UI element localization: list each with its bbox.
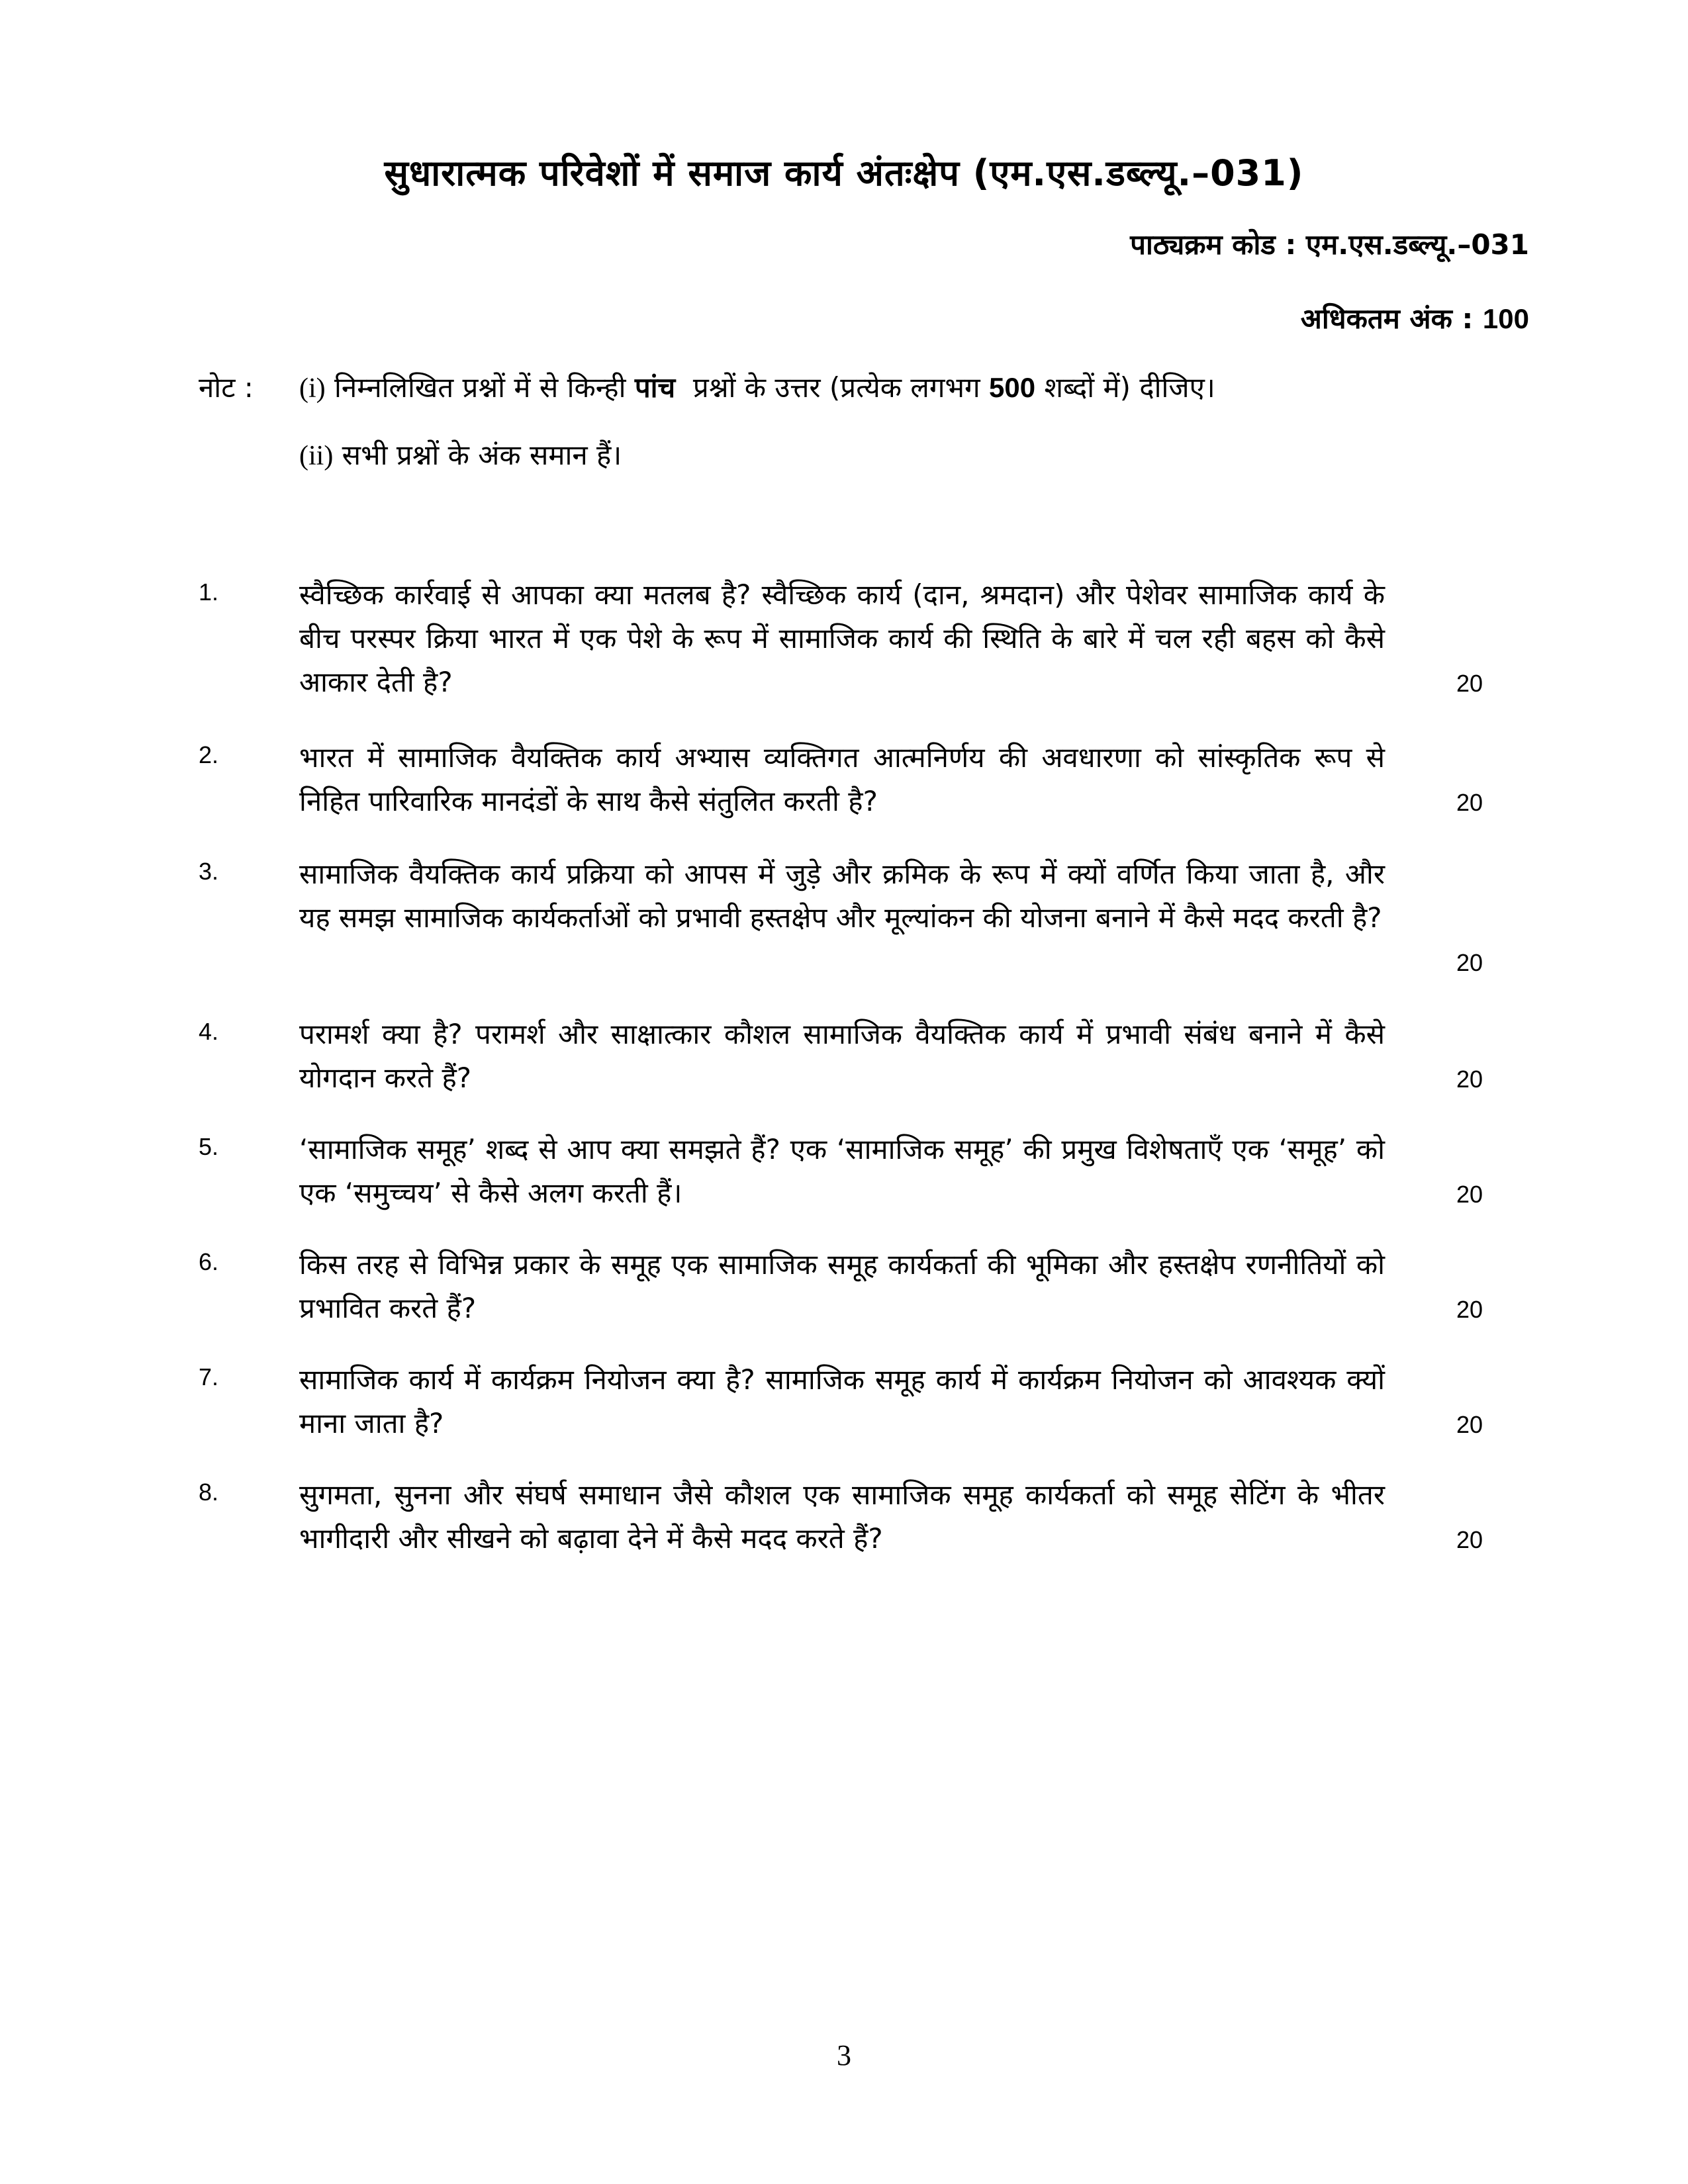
note-instruction-2	[299, 435, 622, 473]
question-marks: 20	[1456, 1066, 1483, 1093]
note-instruction-1	[299, 368, 1215, 406]
note-1-num: 500	[989, 372, 1036, 403]
note-1-post: शब्दों में) दीजिए।	[1044, 371, 1215, 404]
question-number: 6.	[199, 1248, 219, 1275]
question-marks: 20	[1456, 1296, 1483, 1323]
question-marks: 20	[1456, 789, 1483, 816]
max-marks	[1301, 299, 1529, 337]
course-code	[1130, 225, 1529, 263]
note-roman-1: (i)	[299, 373, 326, 404]
question-marks: 20	[1456, 949, 1483, 976]
question-text: परामर्श क्या है? परामर्श और साक्षात्कार कौशल सामाजिक वैयक्तिक कार्य में प्रभावी संबंध बनाने में कैसे योगदान करते हैं?	[299, 1018, 1385, 1094]
question-marks: 20	[1456, 1181, 1483, 1208]
question-marks: 20	[1456, 1411, 1483, 1438]
question-text: किस तरह से विभिन्न प्रकार के समूह एक सामाजिक समूह कार्यकर्ता की भूमिका और हस्तक्षेप रणनीतियों को प्रभावित करते हैं?	[299, 1248, 1385, 1324]
question-number: 7.	[199, 1363, 219, 1390]
note-2-text: सभी प्रश्नों के अंक समान हैं।	[342, 439, 622, 471]
question-number: 8.	[199, 1479, 219, 1506]
page-number: 3	[837, 2039, 851, 2071]
question-number: 5.	[199, 1133, 219, 1160]
question-marks: 20	[1456, 1526, 1483, 1553]
note-roman-2: (ii)	[299, 441, 334, 471]
question-number: 1.	[199, 578, 219, 606]
course-code-value: एम.एस.डब्ल्यू.–031	[1305, 228, 1529, 261]
question-text: स्वैच्छिक कार्रवाई से आपका क्या मतलब है? स्वैच्छिक कार्य (दान, श्रमदान) और पेशेवर सामाजिक कार्य के बीच परस्पर क्रिया भारत में एक पेशे के रूप में सामाजिक कार्य की स्थिति के बारे में चल रही बहस को कैसे आकार देती है?	[299, 578, 1385, 698]
note-1-bold: पांच	[634, 371, 676, 404]
question-text: ‘सामाजिक समूह’ शब्द से आप क्या समझते हैं? एक ‘सामाजिक समूह’ की प्रमुख विशेषताएँ एक ‘समूह’ को एक ‘समुच्चय’ से कैसे अलग करती हैं।	[299, 1133, 1385, 1209]
question-number: 4.	[199, 1018, 219, 1045]
max-marks-value: 100	[1482, 303, 1529, 334]
max-marks-label: अधिकतम अंक :	[1300, 302, 1474, 335]
note-1-pre: निम्नलिखित प्रश्नों में से किन्ही	[334, 371, 626, 404]
question-text: सुगमता, सुनना और संघर्ष समाधान जैसे कौशल एक सामाजिक समूह कार्यकर्ता को समूह सेटिंग के भीतर भागीदारी और सीखने को बढ़ावा देने में कैसे मदद करते हैं?	[299, 1479, 1385, 1555]
question-text: सामाजिक वैयक्तिक कार्य प्रक्रिया को आपस में जुड़े और क्रमिक के रूप में क्यों वर्णित किया जाता है, और यह समझ सामाजिक कार्यकर्ताओं को प्रभावी हस्तक्षेप और मूल्यांकन की योजना बनाने में कैसे मदद करती है?	[299, 858, 1385, 934]
course-code-label: पाठ्यक्रम कोड :	[1130, 228, 1297, 261]
question-marks: 20	[1456, 670, 1483, 697]
question-number: 3.	[199, 858, 219, 885]
question-text: भारत में सामाजिक वैयक्तिक कार्य अभ्यास व्यक्तिगत आत्मनिर्णय की अवधारणा को सांस्कृतिक रूप से निहित पारिवारिक मानदंडों के साथ कैसे संतुलित करती है?	[299, 741, 1385, 817]
question-number: 2.	[199, 741, 219, 768]
paper-title: सुधारात्मक परिवेशों में समाज कार्य अंतःक्षेप (एम.एस.डब्ल्यू.–031)	[384, 152, 1304, 194]
question-text: सामाजिक कार्य में कार्यक्रम नियोजन क्या है? सामाजिक समूह कार्य में कार्यक्रम नियोजन को आवश्यक क्यों माना जाता है?	[299, 1363, 1385, 1439]
note-label: नोट :	[199, 371, 254, 404]
note-1-mid: प्रश्नों के उत्तर (प्रत्येक लगभग	[692, 371, 980, 404]
